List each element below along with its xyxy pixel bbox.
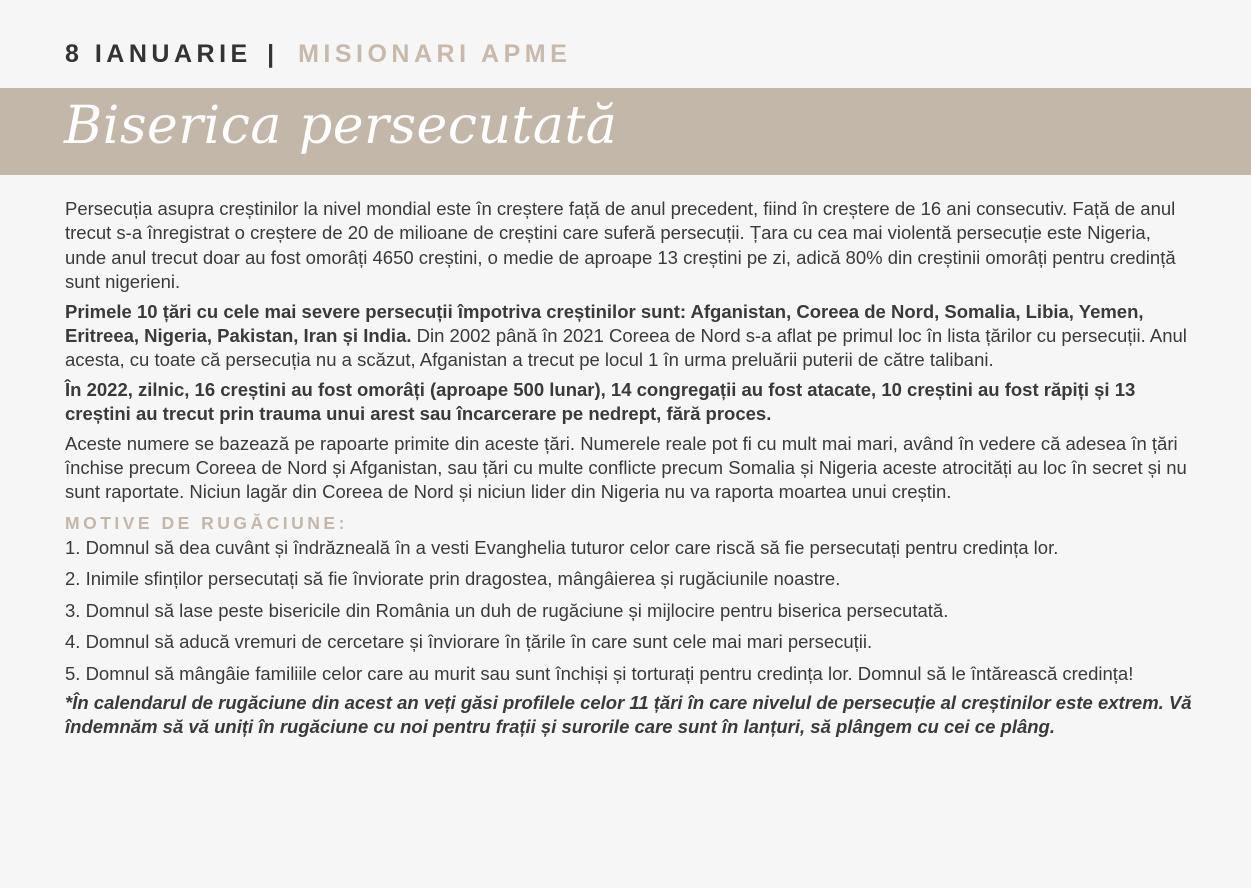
prayer-item: 3. Domnul să lase peste bisericile din România un duh de rugăciune și mijlocire pentru biserica persecutată. — [65, 599, 949, 621]
statistics-bold: În 2022, zilnic, 16 creștini au fost omorâți (aproape 500 lunar), 14 congregații au fost atacate, 10 creștini au fost răpiți și 13 creștini au trecut prin trauma unui arest sau încarcerare pe nedrept, fără proces. — [65, 378, 1136, 425]
header-date: 8 IANUARIE — [65, 40, 252, 68]
paragraph-top-countries — [65, 300, 1195, 373]
top-countries-rest: Din 2002 până în 2021 Coreea de Nord s-a aflat pe primul loc în lista țărilor cu persecuții. Anul acesta, cu toate că persecuția nu a scăzut, Afganistan a trecut pe locul 1 în urma preluării puterii de către talibani. — [65, 325, 1187, 371]
prayer-item: 1. Domnul să dea cuvânt și îndrăzneală în a vesti Evanghelia tuturor celor care riscă să fie persecutați pentru credința lor. — [65, 536, 1059, 558]
prayer-item: 2. Inimile sfinților persecutați să fie înviorate prin dragostea, mângâierea și rugăciunile noastre. — [65, 568, 841, 590]
prayer-heading: MOTIVE DE RUGĂCIUNE: — [65, 512, 348, 533]
title-banner — [0, 88, 1251, 175]
paragraph-intro: Persecuția asupra creștinilor la nivel mondial este în creștere față de anul precedent, fiind în creștere de 16 ani consecutiv. Față de anul trecut s-a înregistrat o creștere de 20 de milioane de creștini care suferă persecuții. Țara cu cea mai violentă persecuție este Nigeria, unde anul trecut doar au fost omorâți 4650 creștini, o medie de aproape 13 creștini pe zi, adică 80% din creștinii omorâți pentru credință sunt nigerieni. — [65, 198, 1176, 293]
page-header — [65, 40, 571, 69]
footnote: *În calendarul de rugăciune din acest an veți găsi profilele celor 11 țări în care nivelul de persecuție al creștinilor este extrem. Vă îndemnăm să vă uniți în rugăciune cu noi pentru frații și surorile care sunt în lanțuri, să plângem cu cei ce plâng. — [65, 691, 1192, 738]
page-title: Biserica persecutată — [64, 96, 618, 156]
article-body — [65, 197, 1195, 740]
top-countries-bold: Primele 10 țări cu cele mai severe persecuții împotriva creștinilor sunt: Afganistan, Coreea de Nord, Somalia, Libia, Yemen, Eritreea, Nigeria, Pakistan, Iran și India. — [65, 300, 1144, 347]
paragraph-reports: Aceste numere se bazează pe rapoarte primite din aceste țări. Numerele reale pot fi cu mult mai mari, având în vedere că adesea în țări închise precum Coreea de Nord și Afganistan, sau țări cu multe conflicte precum Somalia și Nigeria aceste atrocități au loc în secret și nu sunt raportate. Niciun lagăr din Coreea de Nord și niciun lider din Nigeria nu va raporta moartea unui creștin. — [65, 432, 1187, 503]
prayer-item: 5. Domnul să mângâie familiile celor care au murit sau sunt închiși și torturați pentru credința lor. Domnul să le întărească credința! — [65, 662, 1134, 684]
header-separator: | — [267, 40, 279, 68]
header-section: MISIONARI APME — [298, 40, 572, 68]
paragraph-statistics — [65, 378, 1195, 427]
prayer-item: 4. Domnul să aducă vremuri de cercetare și înviorare în țările în care sunt cele mai mari persecuții. — [65, 631, 873, 653]
